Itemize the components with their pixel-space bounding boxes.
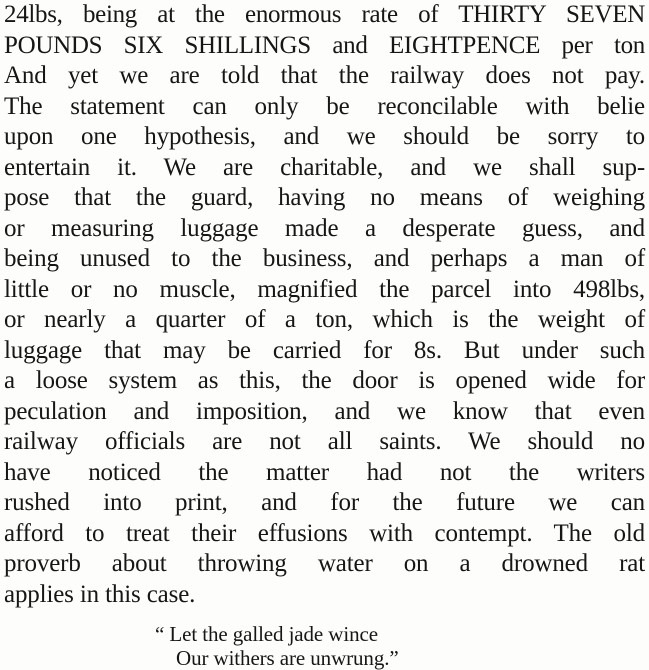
text-line-5: upon one hypothesis, and we should be sorry to (4, 123, 645, 150)
text-line-18: afford to treat their effusions with contempt. The old (4, 519, 645, 547)
text-line-19: proverb about throwing water on a drowned rat (4, 550, 645, 577)
text-line-7: pose that the guard, having no means of weighing (4, 184, 645, 211)
text-line-6: entertain it. We are charitable, and we shall sup- (4, 153, 645, 181)
text-line-14: peculation and imposition, and we know that even (4, 397, 645, 425)
text-line-10: little or no muscle, magnified the parcel into 498lbs, (4, 275, 645, 303)
text-line-2: POUNDS SIX SHILLINGS and EIGHTPENCE per ton (4, 31, 645, 59)
quote-line-1: “ Let the galled jade wince (155, 622, 378, 646)
text-line-17: rushed into print, and for the future we can (4, 489, 645, 516)
text-line-4: The statement can only be reconcilable with belie (4, 92, 645, 120)
text-line-15: railway officials are not all saints. We should no (4, 428, 645, 455)
text-line-1: 24lbs, being at the enormous rate of THIRTY SEVEN (4, 1, 645, 28)
text-line-20: applies in this case. (4, 580, 196, 608)
text-line-11: or nearly a quarter of a ton, which is the weight of (4, 306, 645, 333)
text-line-12: luggage that may be carried for 8s. But under such (4, 336, 645, 364)
quote-line-2: Our withers are unwrung.” (176, 646, 399, 670)
text-line-3: And yet we are told that the railway does not pay. (4, 62, 645, 89)
text-line-13: a loose system as this, the door is opened wide for (4, 367, 645, 394)
text-line-16: have noticed the matter had not the writers (4, 458, 645, 486)
text-line-9: being unused to the business, and perhaps a man of (4, 245, 645, 272)
text-line-8: or measuring luggage made a desperate guess, and (4, 214, 645, 242)
article-body (4, 0, 645, 610)
